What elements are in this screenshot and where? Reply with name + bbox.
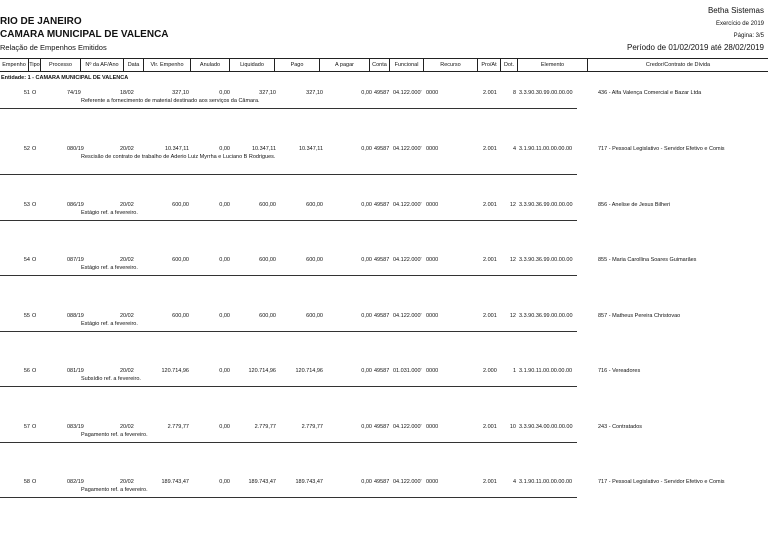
cell-apagar: 0,00 (361, 146, 372, 152)
cell-dot: 10 (509, 424, 516, 430)
cell-proat: 2.000 (483, 368, 497, 374)
column-header: Funcional (390, 59, 424, 71)
cell-data: 20/02 (120, 479, 134, 485)
cell-proc: 081/19 (67, 368, 84, 374)
column-header-row (0, 58, 768, 72)
cell-proat: 2.001 (483, 313, 497, 319)
cell-data: 20/02 (120, 313, 134, 319)
cell-liq: 189.743,47 (248, 479, 276, 485)
cell-liq: 10.347,11 (251, 146, 276, 152)
cell-proat: 2.001 (483, 202, 497, 208)
cell-pago: 600,00 (306, 313, 323, 319)
cell-proat: 2.001 (483, 257, 497, 263)
column-header: A pagar (320, 59, 370, 71)
row-separator (0, 174, 577, 175)
cell-func: 04.122.000' (393, 424, 422, 430)
cell-anul: 0,00 (219, 368, 230, 374)
cell-dot: 12 (509, 202, 516, 208)
cell-emp: 55 (23, 313, 30, 319)
cell-conta: 49587 (374, 90, 390, 96)
cell-dot: 12 (509, 257, 516, 263)
row-separator (0, 331, 577, 332)
row-description: Rescisão de contrato de trabalho de Aderio Luiz Myrrha e Luciano B Rodrigues. (81, 154, 276, 160)
cell-proc: 083/19 (67, 424, 84, 430)
cell-rec: 0000 (426, 257, 439, 263)
cell-conta: 49587 (374, 368, 390, 374)
cell-vlr: 10.347,11 (164, 146, 189, 152)
column-header: Anulado (191, 59, 230, 71)
company-name: Betha Sistemas (707, 6, 764, 15)
cell-apagar: 0,00 (361, 90, 372, 96)
cell-elem: 3.3.90.36.99.00.00.00 (519, 257, 573, 263)
cell-credor: 717 - Pessoal Legislativo - Servidor Efetivo e Comis (598, 146, 725, 152)
cell-tipo: O (32, 368, 37, 374)
cell-emp: 56 (23, 368, 30, 374)
cell-anul: 0,00 (219, 257, 230, 263)
cell-proat: 2.001 (483, 479, 497, 485)
column-header: Liquidado (230, 59, 275, 71)
cell-dot: 8 (512, 90, 516, 96)
cell-tipo: O (32, 90, 37, 96)
cell-credor: 856 - Anelise de Jesus Bilheri (598, 202, 671, 208)
row-description: Estágio ref. a fevereiro. (81, 265, 138, 271)
cell-proc: 088/19 (67, 313, 84, 319)
cell-liq: 600,00 (259, 202, 276, 208)
cell-tipo: O (32, 313, 37, 319)
cell-tipo: O (32, 146, 37, 152)
entity-line: Entidade: 1 - CAMARA MUNICIPAL DE VALENCA (1, 75, 129, 81)
cell-rec: 0000 (426, 479, 439, 485)
cell-apagar: 0,00 (361, 368, 372, 374)
cell-pago: 600,00 (306, 257, 323, 263)
column-header: Empenho (0, 59, 29, 71)
cell-anul: 0,00 (219, 90, 230, 96)
cell-func: 04.122.000' (393, 202, 422, 208)
cell-apagar: 0,00 (361, 479, 372, 485)
column-header: Tipo (29, 59, 41, 71)
cell-func: 01.031.000' (393, 368, 422, 374)
cell-apagar: 0,00 (361, 313, 372, 319)
cell-credor: 243 - Contratados (598, 424, 643, 430)
column-header: Vlr. Empenho (144, 59, 191, 71)
row-description: Referente a fornecimento de material destinado aos serviços da Câmara. (81, 98, 260, 104)
cell-data: 18/02 (120, 90, 134, 96)
cell-conta: 49587 (374, 479, 390, 485)
cell-vlr: 189.743,47 (161, 479, 189, 485)
cell-rec: 0000 (426, 202, 439, 208)
cell-credor: 857 - Matheus Pereira Christovao (598, 313, 681, 319)
row-description: Subsídio ref. a fevereiro. (81, 376, 141, 382)
cell-data: 20/02 (120, 424, 134, 430)
cell-proc: 74/19 (67, 90, 81, 96)
cell-pago: 600,00 (306, 202, 323, 208)
row-description: Pagamento ref. a fevereiro. (81, 432, 148, 438)
cell-tipo: O (32, 424, 37, 430)
cell-elem: 3.3.90.34.00.00.00.00 (519, 424, 573, 430)
cell-anul: 0,00 (219, 202, 230, 208)
row-description: Estágio ref. a fevereiro. (81, 321, 138, 327)
cell-pago: 327,10 (306, 90, 323, 96)
cell-liq: 600,00 (259, 257, 276, 263)
cell-pago: 189.743,47 (295, 479, 323, 485)
cell-credor: 717 - Pessoal Legislativo - Servidor Efetivo e Comis (598, 479, 725, 485)
cell-vlr: 120.714,96 (161, 368, 189, 374)
cell-vlr: 600,00 (172, 313, 189, 319)
cell-proat: 2.001 (483, 424, 497, 430)
cell-vlr: 600,00 (172, 257, 189, 263)
cell-pago: 10.347,11 (298, 146, 323, 152)
column-header: Pago (275, 59, 320, 71)
cell-apagar: 0,00 (361, 257, 372, 263)
column-header: Data (124, 59, 144, 71)
cell-vlr: 2.779,77 (167, 424, 189, 430)
cell-emp: 53 (23, 202, 30, 208)
cell-rec: 0000 (426, 368, 439, 374)
cell-dot: 1 (512, 368, 516, 374)
cell-anul: 0,00 (219, 479, 230, 485)
row-description: Pagamento ref. a fevereiro. (81, 487, 148, 493)
cell-credor: 716 - Vereadores (598, 368, 641, 374)
cell-tipo: O (32, 257, 37, 263)
cell-data: 20/02 (120, 257, 134, 263)
entity-title: CAMARA MUNICIPAL DE VALENCA (0, 29, 169, 40)
cell-anul: 0,00 (219, 313, 230, 319)
cell-func: 04.122.000' (393, 257, 422, 263)
cell-data: 20/02 (120, 368, 134, 374)
cell-proat: 2.001 (483, 90, 497, 96)
column-header: Recurso (424, 59, 478, 71)
cell-dot: 4 (512, 146, 516, 152)
cell-conta: 49587 (374, 146, 390, 152)
cell-credor: 436 - Alfa Valença Comercial e Bazar Ltda (598, 90, 702, 96)
row-separator (0, 497, 577, 498)
state-title: RIO DE JANEIRO (0, 16, 82, 27)
cell-dot: 12 (509, 313, 516, 319)
cell-data: 20/02 (120, 202, 134, 208)
cell-dot: 4 (512, 479, 516, 485)
cell-rec: 0000 (426, 90, 439, 96)
cell-tipo: O (32, 479, 37, 485)
page-number: Página: 3/5 (733, 33, 764, 39)
cell-emp: 54 (23, 257, 30, 263)
cell-vlr: 327,10 (172, 90, 189, 96)
cell-liq: 600,00 (259, 313, 276, 319)
cell-tipo: O (32, 202, 37, 208)
row-separator (0, 108, 577, 109)
column-header: Pro/At (478, 59, 501, 71)
cell-rec: 0000 (426, 146, 439, 152)
column-header: Dot. (501, 59, 518, 71)
cell-emp: 51 (23, 90, 30, 96)
cell-apagar: 0,00 (361, 424, 372, 430)
cell-rec: 0000 (426, 313, 439, 319)
cell-elem: 3.1.90.11.00.00.00.00 (519, 146, 573, 152)
column-header: Elemento (518, 59, 588, 71)
row-description: Estágio ref. a fevereiro. (81, 210, 138, 216)
cell-liq: 120.714,96 (248, 368, 276, 374)
period: Período de 01/02/2019 até 28/02/2019 (626, 43, 764, 52)
cell-data: 20/02 (120, 146, 134, 152)
cell-conta: 49587 (374, 202, 390, 208)
cell-func: 04.122.000' (393, 146, 422, 152)
cell-proc: 080/19 (67, 146, 84, 152)
cell-emp: 58 (23, 479, 30, 485)
cell-proc: 082/19 (67, 479, 84, 485)
cell-elem: 3.3.90.36.99.00.00.00 (519, 202, 573, 208)
cell-apagar: 0,00 (361, 202, 372, 208)
row-separator (0, 275, 577, 276)
cell-elem: 3.1.90.11.00.00.00.00 (519, 479, 573, 485)
cell-proat: 2.001 (483, 146, 497, 152)
report-title: Relação de Empenhos Emitidos (0, 43, 107, 52)
cell-emp: 52 (23, 146, 30, 152)
cell-vlr: 600,00 (172, 202, 189, 208)
column-header: Nº da AF/Ano (81, 59, 124, 71)
cell-elem: 3.3.90.36.99.00.00.00 (519, 313, 573, 319)
row-separator (0, 220, 577, 221)
cell-func: 04.122.000' (393, 90, 422, 96)
column-header: Processo (41, 59, 81, 71)
cell-proc: 087/19 (67, 257, 84, 263)
cell-elem: 3.3.90.30.99.00.00.00 (519, 90, 573, 96)
cell-conta: 49587 (374, 257, 390, 263)
column-header: Conta (370, 59, 390, 71)
cell-proc: 086/19 (67, 202, 84, 208)
cell-elem: 3.1.90.11.00.00.00.00 (519, 368, 573, 374)
cell-emp: 57 (23, 424, 30, 430)
cell-func: 04.122.000' (393, 313, 422, 319)
row-separator (0, 442, 577, 443)
cell-func: 04.122.000' (393, 479, 422, 485)
cell-pago: 120.714,96 (295, 368, 323, 374)
cell-rec: 0000 (426, 424, 439, 430)
cell-anul: 0,00 (219, 424, 230, 430)
cell-conta: 49587 (374, 313, 390, 319)
cell-credor: 855 - Maria Carollina Soares Guimarães (598, 257, 697, 263)
cell-liq: 2.779,77 (254, 424, 276, 430)
cell-conta: 49587 (374, 424, 390, 430)
cell-pago: 2.779,77 (301, 424, 323, 430)
row-separator (0, 386, 577, 387)
cell-anul: 0,00 (219, 146, 230, 152)
fiscal-year: Exercício de 2019 (715, 21, 764, 27)
cell-liq: 327,10 (259, 90, 276, 96)
column-header: Credor/Contrato de Dívida (645, 62, 711, 68)
